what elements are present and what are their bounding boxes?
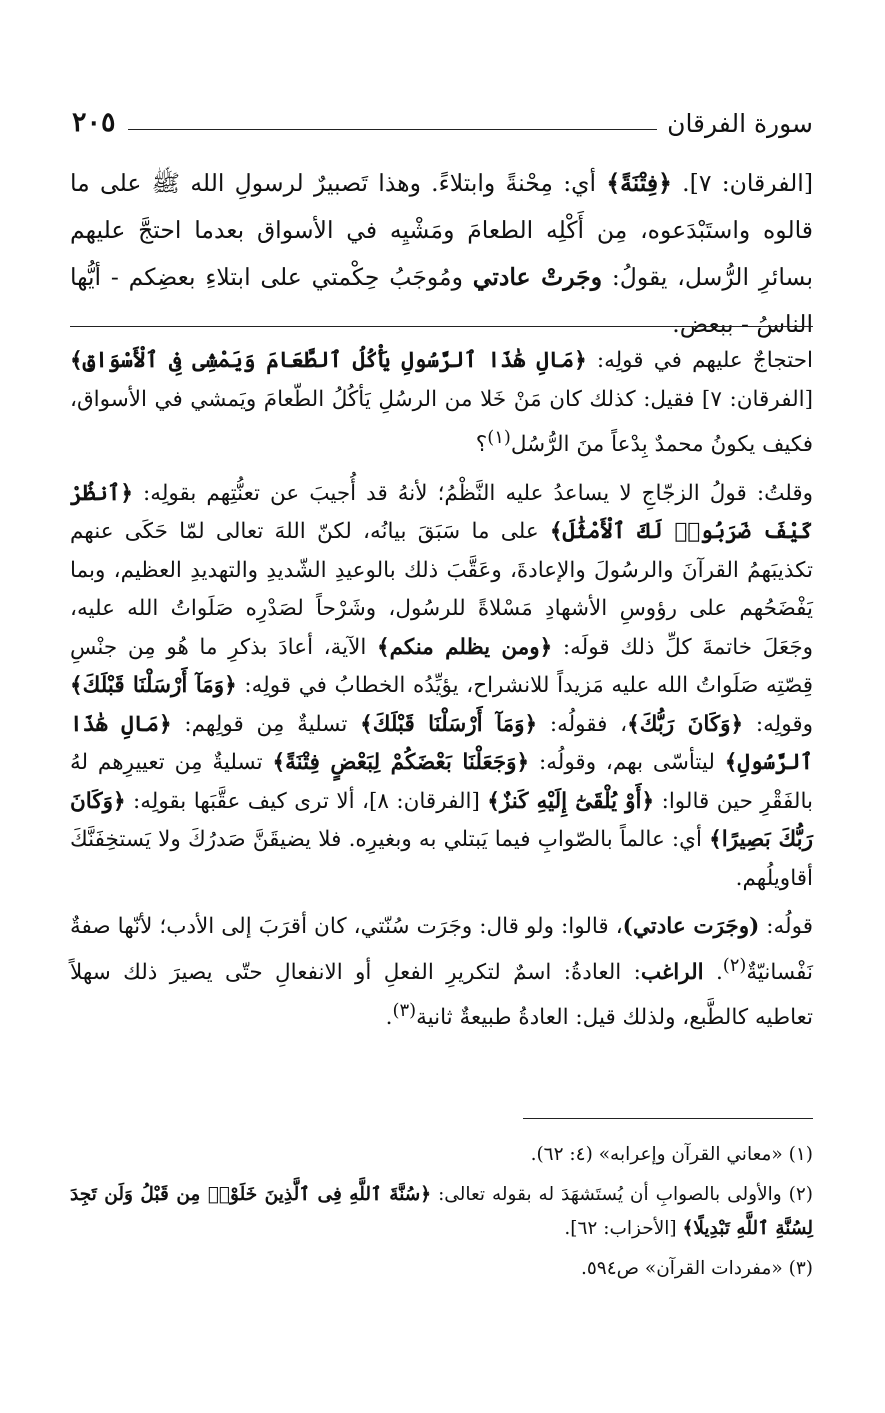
footnote-separator (523, 1118, 813, 1119)
main-paragraph: [الفرقان: ٧]. ﴿فِتْنَةً﴾ أي: مِحْنةً وابتلاءً. وهذا تَصبيرٌ لرسولِ الله ﷺ على ما قالوه واستَبْدَعوه، مِن أَكْلِه الطعامَ ومَشْيِه في الأسواق بعدما احتجَّ عليهم بسائرِ الرُّسل، يقولُ: وجَرتْ عادتي ومُوجَبُ حِكْمتي على ابتلاءِ بعضِكم - أيُّها الناسُ - ببعض. (70, 169, 814, 338)
commentary-paragraph-3: قولُه: (وجَرَت عادتي)، قالوا: ولو قال: وجَرَت سُنّتي، كان أقرَبَ إلى الأدب؛ لأنّها صفةٌ نَفْسانيّةٌ$^{(٢)}$. الراغب: العادةُ: اسمٌ لتكريرِ الفعلِ أو الانفعالِ حتّى يصيرَ ذلك سهلاً تعاطيه كالطَّبع، ولذلك قيل: العادةُ طبيعةٌ ثانية$^{(٣)}$. (70, 914, 813, 1031)
quran-quote: ﴿ومن يظلم منكم﴾ (377, 634, 553, 660)
quran-quote: ﴿وَكَانَ رَبُّكَ﴾ (627, 711, 744, 737)
commentary-paragraph-2: وقلتُ: قولُ الزجّاجِ لا يساعدُ عليه النَّظْمُ؛ لأنهُ قد أُجيبَ عن تعنُّتِهم بقولِه: ﴿ٱنظُرْ كَيْفَ ضَرَبُوا۟ لَكَ ٱلْأَمْثَٰلَ﴾ على ما سَبَقَ بيانُه، لكنّ اللهَ تعالى لمّا حَكَى عنهم تكذيبَهمُ القرآنَ والرسُولَ والإعادةَ، وعَقَّبَ ذلك بالوعيدِ الشّديدِ والتهديدِ العظيم، وبما يَفْضَحُهم على رؤوسِ الأشهادِ مَسْلاةً للرسُول، وشَرْحاً لصَدْرِه صَلَواتُ الله عليه، وجَعَلَ خاتمةَ كلِّ ذلك قولَه: ﴿ومن يظلم منكم﴾ الآية، أعادَ بذكرِ ما هُو مِن جنْسِ قِصّتِه صَلَواتُ الله عليه مَزيداً للانشراح، يؤيِّدُه الخطابُ في قولِه: ﴿وَمَآ أَرْسَلْنَا قَبْلَكَ﴾ وقولِه: ﴿وَكَانَ رَبُّكَ﴾، فقولُه: ﴿وَمَآ أَرْسَلْنَا قَبْلَكَ﴾ تسليةٌ مِن قولِهم: ﴿مَالِ هَٰذَا ٱلرَّسُولِ﴾ ليتأسّى بهم، وقولُه: ﴿وَجَعَلْنَا بَعْضَكُمْ لِبَعْضٍ فِتْنَةً﴾ تسليةٌ مِن تعييرِهم لهُ بالفَقْرِ حين قالوا: ﴿أَوْ يُلْقَىٰٓ إِلَيْهِ كَنزٌ﴾ [الفرقان: ٨]، ألا ترى كيف عقَّبَها بقولِه: ﴿وَكَانَ رَبُّكَ بَصِيرًا﴾ أي: عالماً بالصّوابِ فيما يَبتلي به وبغيرِه. فلا يضيقَنَّ صَدرُكَ ولا يَستخِفَنَّكَ أقاويلُهم. (70, 480, 814, 891)
commentary-text (70, 342, 813, 1048)
footnote-ref: (١) (487, 427, 511, 448)
author-name: الراغب (640, 959, 704, 985)
bold-phrase: (وجَرَت عادتي) (622, 914, 760, 940)
footnote-2: (٢) والأولى بالصوابِ أن يُستَشهَدَ له بقوله تعالى: ﴿سُنَّةَ ٱللَّهِ فِى ٱلَّذِينَ خَلَوْا۟ مِن قَبْلُ وَلَن تَجِدَ لِسُنَّةِ ٱللَّهِ تَبْدِيلًا﴾ [الأحزاب: ٦٢]. (70, 1184, 813, 1239)
quran-quote: ﴿وَجَعَلْنَا بَعْضَكُمْ لِبَعْضٍ فِتْنَةً﴾ (272, 750, 530, 776)
quran-quote: ﴿مَالِ هَٰذَا ٱلرَّسُولِ﴾ (70, 711, 813, 776)
page-number: ٢٠٥ (72, 107, 116, 138)
running-header (72, 98, 813, 138)
quran-quote: ﴿فِتْنَةً﴾ (606, 169, 672, 197)
footnotes (70, 1138, 813, 1292)
footnote-3: (٣) «مفردات القرآن» ص٥٩٤. (580, 1258, 813, 1279)
quran-quote: ﴿وَمَآ أَرْسَلْنَا قَبْلَكَ﴾ (360, 711, 538, 737)
footnote-ref: (٢) (722, 954, 747, 976)
surah-title: سورة الفرقان (667, 109, 813, 138)
commentary-paragraph-1: احتجاجٌ عليهم في قولِه: ﴿مَالِ هَٰذَا ٱلرَّسُولِ يَأْكُلُ ٱلطَّعَامَ وَيَمْشِى فِى ٱلْأَسْوَاقِ﴾ [الفرقان: ٧] فقيل: كذلك كان مَنْ خَلا من الرسُلِ يَأكُلُ الطّعامَ ويَمشي في الأسواق، فكيف يكونُ محمدٌ بِدْعاً منَ الرُّسُل$^{(١)}$؟ (70, 348, 813, 458)
footnote-ref: (٣) (392, 1000, 417, 1022)
quran-quote: ﴿وَكَانَ رَبُّكَ بَصِيرًا﴾ (70, 788, 813, 853)
header-rule (128, 129, 658, 130)
tafsir-main-text (70, 160, 813, 348)
quran-quote: ﴿وَمَآ أَرْسَلْنَا قَبْلَكَ﴾ (70, 673, 237, 699)
quran-quote: ﴿أَوْ يُلْقَىٰٓ إِلَيْهِ كَنزٌ﴾ (487, 788, 655, 814)
quran-quote: ﴿مَالِ هَٰذَا ٱلرَّسُولِ يَأْكُلُ ٱلطَّعَامَ وَيَمْشِى فِى ٱلْأَسْوَاقِ﴾ (70, 348, 587, 373)
section-divider (70, 326, 813, 327)
bold-phrase: وجَرتْ عادتي (472, 263, 603, 291)
quran-quote: ﴿سُنَّةَ ٱللَّهِ فِى ٱلَّذِينَ خَلَوْا۟ مِن قَبْلُ وَلَن تَجِدَ لِسُنَّةِ ٱللَّهِ تَبْدِيلًا﴾ (70, 1184, 813, 1239)
footnote-1: (١) «معاني القرآن وإعرابه» (٤: ٦٢). (530, 1144, 813, 1165)
quran-quote: ﴿ٱنظُرْ كَيْفَ ضَرَبُوا۟ لَكَ ٱلْأَمْثَٰلَ﴾ (70, 480, 813, 545)
